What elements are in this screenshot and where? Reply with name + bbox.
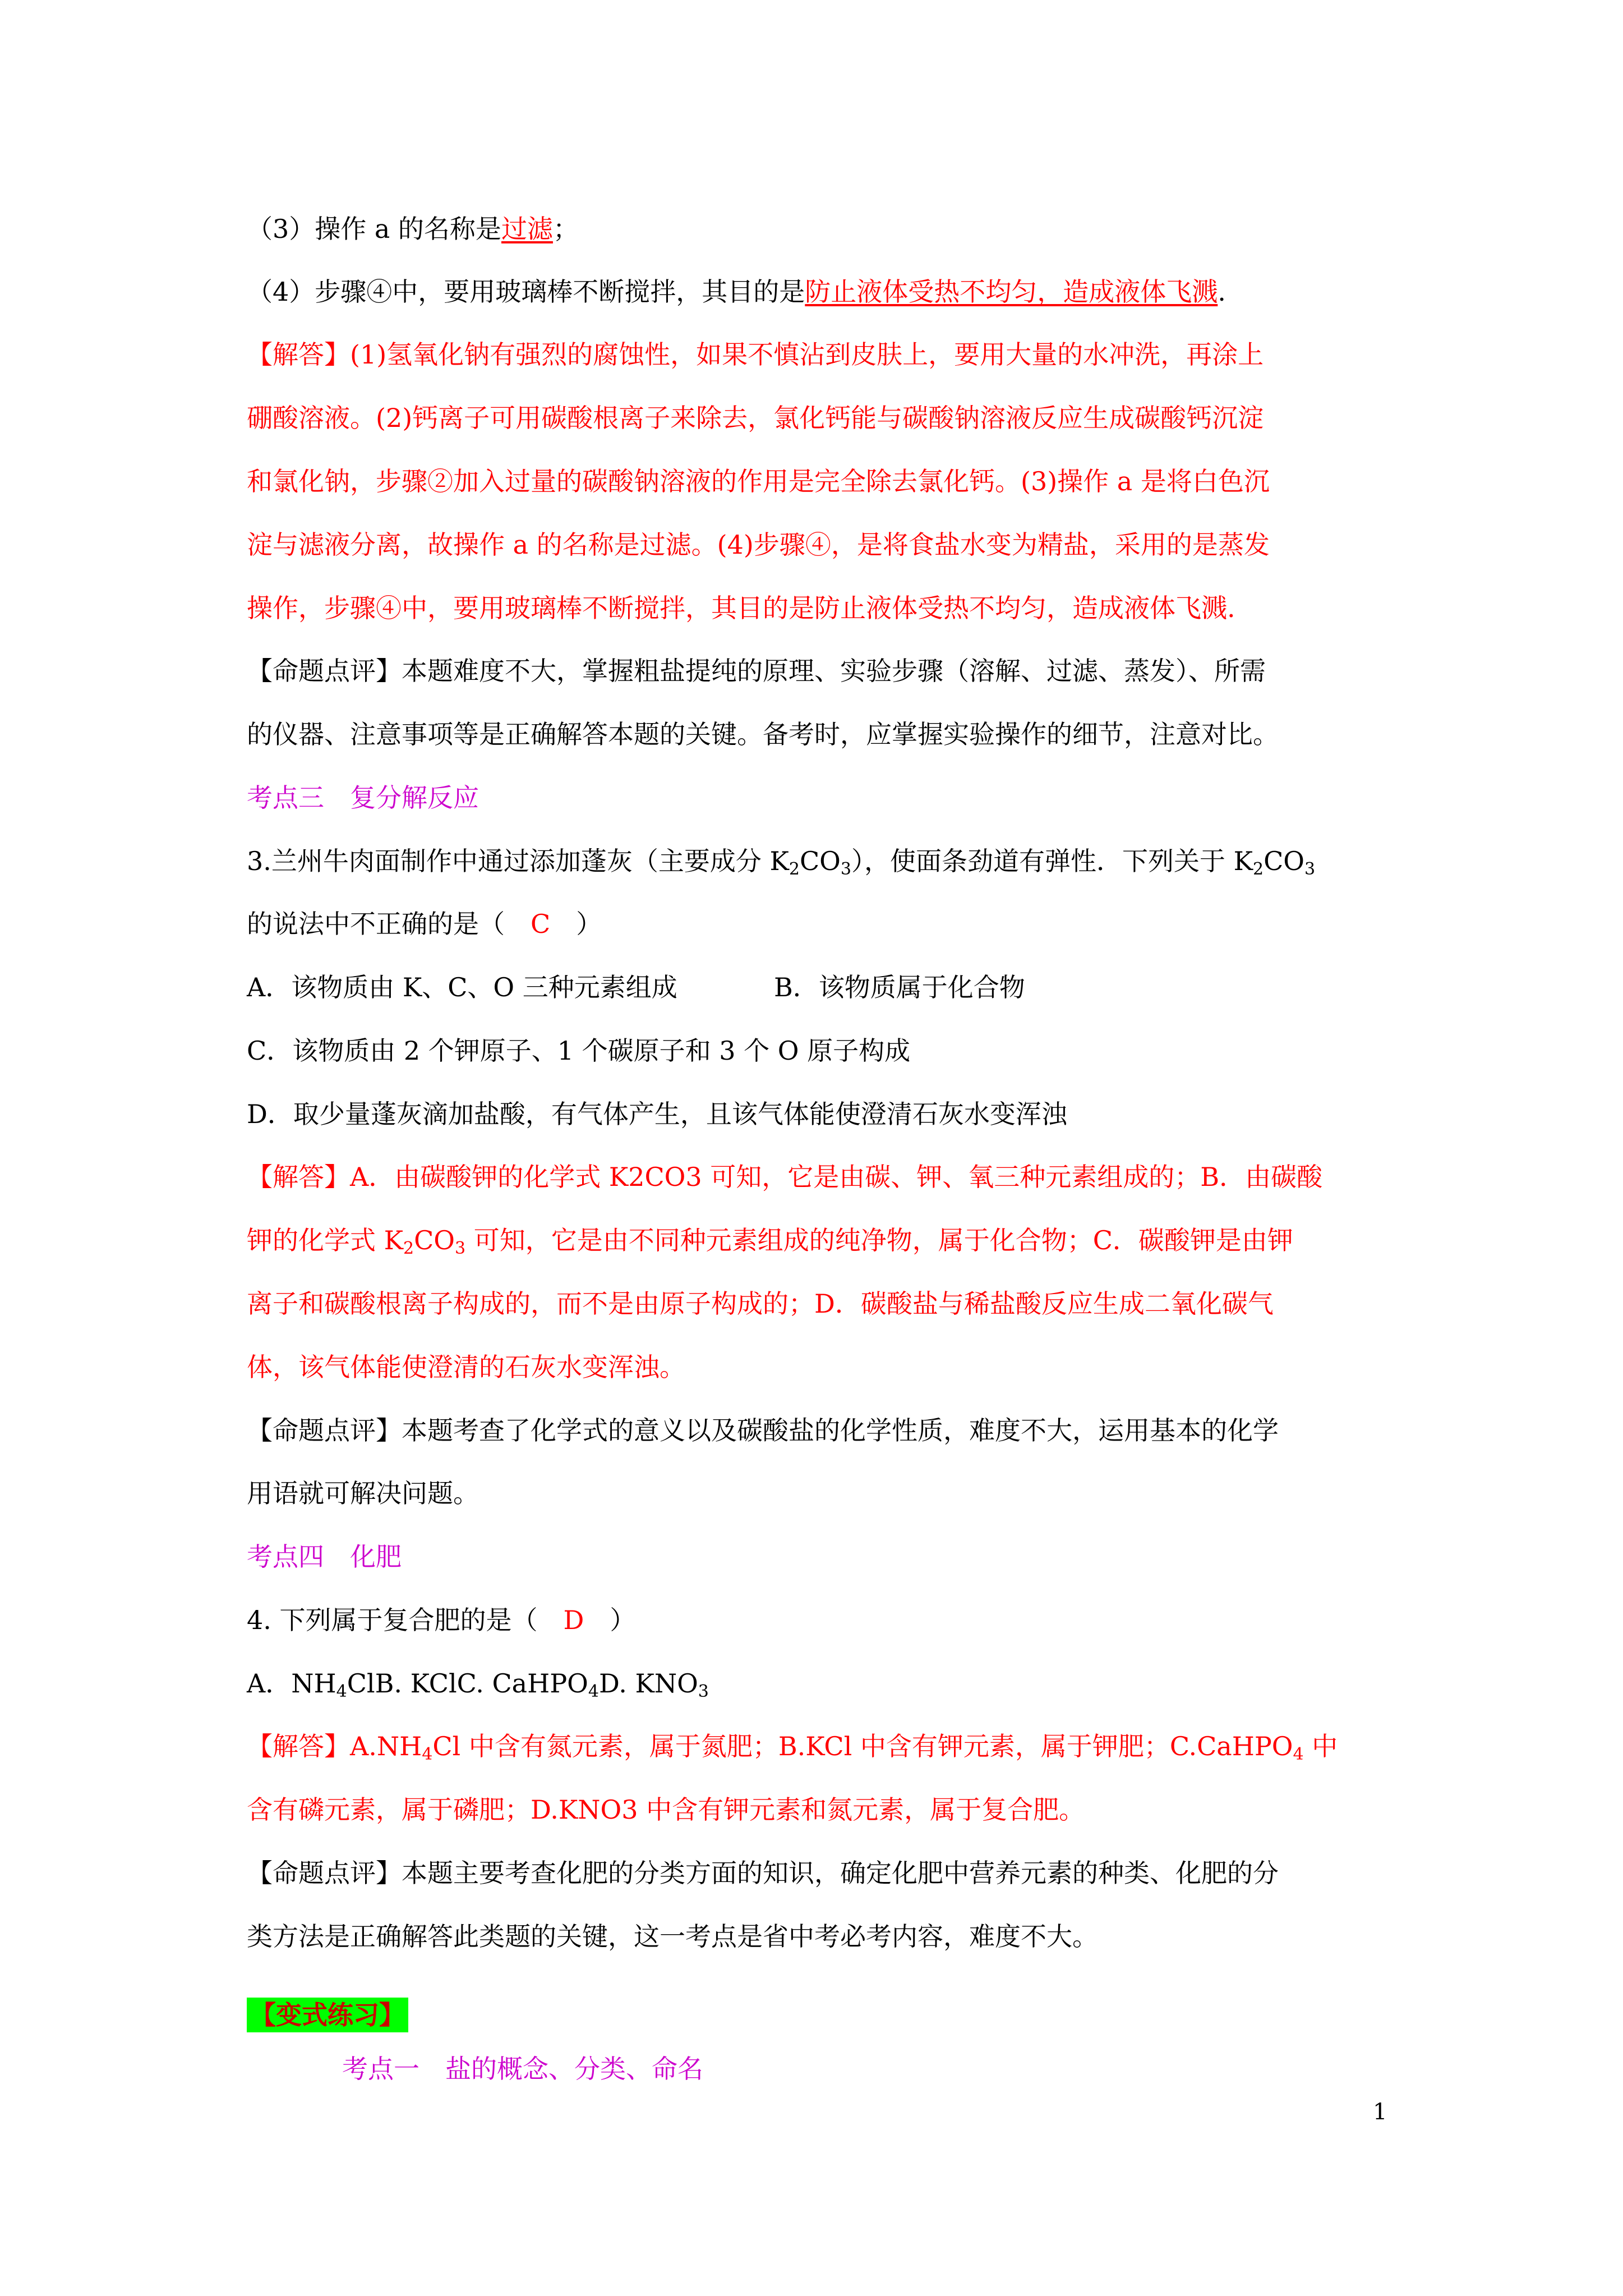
page-number: 1 [1373,2099,1387,2125]
q3-option-a: A．该物质由 K、C、O 三种元素组成 [247,972,677,1002]
q2-jieda-line: 淀与滤液分离，故操作 a 的名称是过滤。(4)步骤④，是将食盐水变为精盐，采用的是蒸发 [247,530,1270,560]
bianshi-badge: 【变式练习】 [247,1998,408,2032]
q2-jieda-line: 和氯化钠，步骤②加入过量的碳酸钠溶液的作用是完全除去氯化钙。(3)操作 a 是将白色沉 [247,466,1270,496]
q2-pingjia-line: 的仪器、注意事项等是正确解答本题的关键。备考时，应掌握实验操作的细节，注意对比。 [247,719,1279,749]
kaodian-3-heading: 考点三 复分解反应 [247,783,479,813]
kaodian-1-heading: 考点一 盐的概念、分类、命名 [342,2054,703,2084]
q4-jieda-line: 【解答】$A.NH_4Cl$ 中含有氮元素，属于氮肥；B.KCl 中含有钾元素，属于钾肥；C.CaHPO$_4$ 中 [247,1731,1338,1764]
kaodian-4-heading: 考点四 化肥 [247,1542,402,1572]
q4-options: A．$NH_4ClB$. KClC. CaHPO$_4$D. $KNO_3$ [247,1668,709,1701]
q3-option-b: B．该物质属于化合物 [774,972,1025,1002]
q2-answer-3: 过滤 [501,214,553,244]
q3-option-c: C．该物质由 2 个钾原子、1 个碳原子和 3 个 O 原子构成 [247,1036,911,1066]
q3-jieda-line: 钾的化学式 $K_2CO_3$ 可知，它是由不同种元素组成的纯净物，属于化合物；C．碳酸钾是由钾 [247,1225,1293,1258]
q3-stem-line-2: 的说法中不正确的是（ C ） [247,909,602,939]
q3-jieda-line: 【解答】A．由碳酸钾的化学式 K2CO3 可知，它是由碳、钾、氧三种元素组成的；B．由碳酸 [247,1162,1323,1192]
q4-jieda-line: 含有磷元素，属于磷肥；D.KNO3 中含有钾元素和氮元素，属于复合肥。 [247,1795,1085,1825]
q4-pingjia-line: 【命题点评】本题主要考查化肥的分类方面的知识，确定化肥中营养元素的种类、化肥的分 [247,1858,1279,1888]
q4-pingjia-line: 类方法是正确解答此类题的关键，这一考点是省中考必考内容，难度不大。 [247,1921,1098,1952]
q2-line-4: （4）步骤④中，要用玻璃棒不断搅拌，其目的是防止液体受热不均匀，造成液体飞溅. [247,277,1226,307]
q3-pingjia-line: 【命题点评】本题考查了化学式的意义以及碳酸盐的化学性质，难度不大，运用基本的化学 [247,1415,1279,1446]
bianshi-heading [247,1998,408,2032]
q2-answer-4: 防止液体受热不均匀，造成液体飞溅 [805,277,1218,307]
q3-jieda-line: 体，该气体能使澄清的石灰水变浑浊。 [247,1352,685,1382]
q2-line-3: （3）操作 a 的名称是过滤； [247,214,579,244]
q4-answer: D [563,1605,584,1635]
q3-stem-line-1: 3.兰州牛肉面制作中通过添加蓬灰（主要成分 $K_2CO_3$），使面条劲道有弹性．下列关于 $K_2CO_3$ [247,846,1316,879]
q2-jieda-line: 【解答】(1)氢氧化钠有强烈的腐蚀性，如果不慎沾到皮肤上，要用大量的水冲洗，再涂上 [247,339,1264,370]
q2-jieda-line: 硼酸溶液。(2)钙离子可用碳酸根离子来除去，氯化钙能与碳酸钠溶液反应生成碳酸钙沉淀 [247,403,1264,433]
q2-pingjia-line: 【命题点评】本题难度不大，掌握粗盐提纯的原理、实验步骤（溶解、过滤、蒸发）、所需 [247,656,1266,686]
q3-pingjia-line: 用语就可解决问题。 [247,1478,479,1508]
q4-stem: 4. 下列属于复合肥的是（ D ） [247,1605,636,1635]
q3-answer: C [531,909,551,939]
q2-jieda-line: 操作，步骤④中，要用玻璃棒不断搅拌，其目的是防止液体受热不均匀，造成液体飞溅. [247,593,1235,623]
q3-option-d: D．取少量蓬灰滴加盐酸，有气体产生，且该气体能使澄清石灰水变浑浊 [247,1099,1067,1129]
q3-jieda-line: 离子和碳酸根离子构成的，而不是由原子构成的；D．碳酸盐与稀盐酸反应生成二氧化碳气 [247,1289,1274,1319]
